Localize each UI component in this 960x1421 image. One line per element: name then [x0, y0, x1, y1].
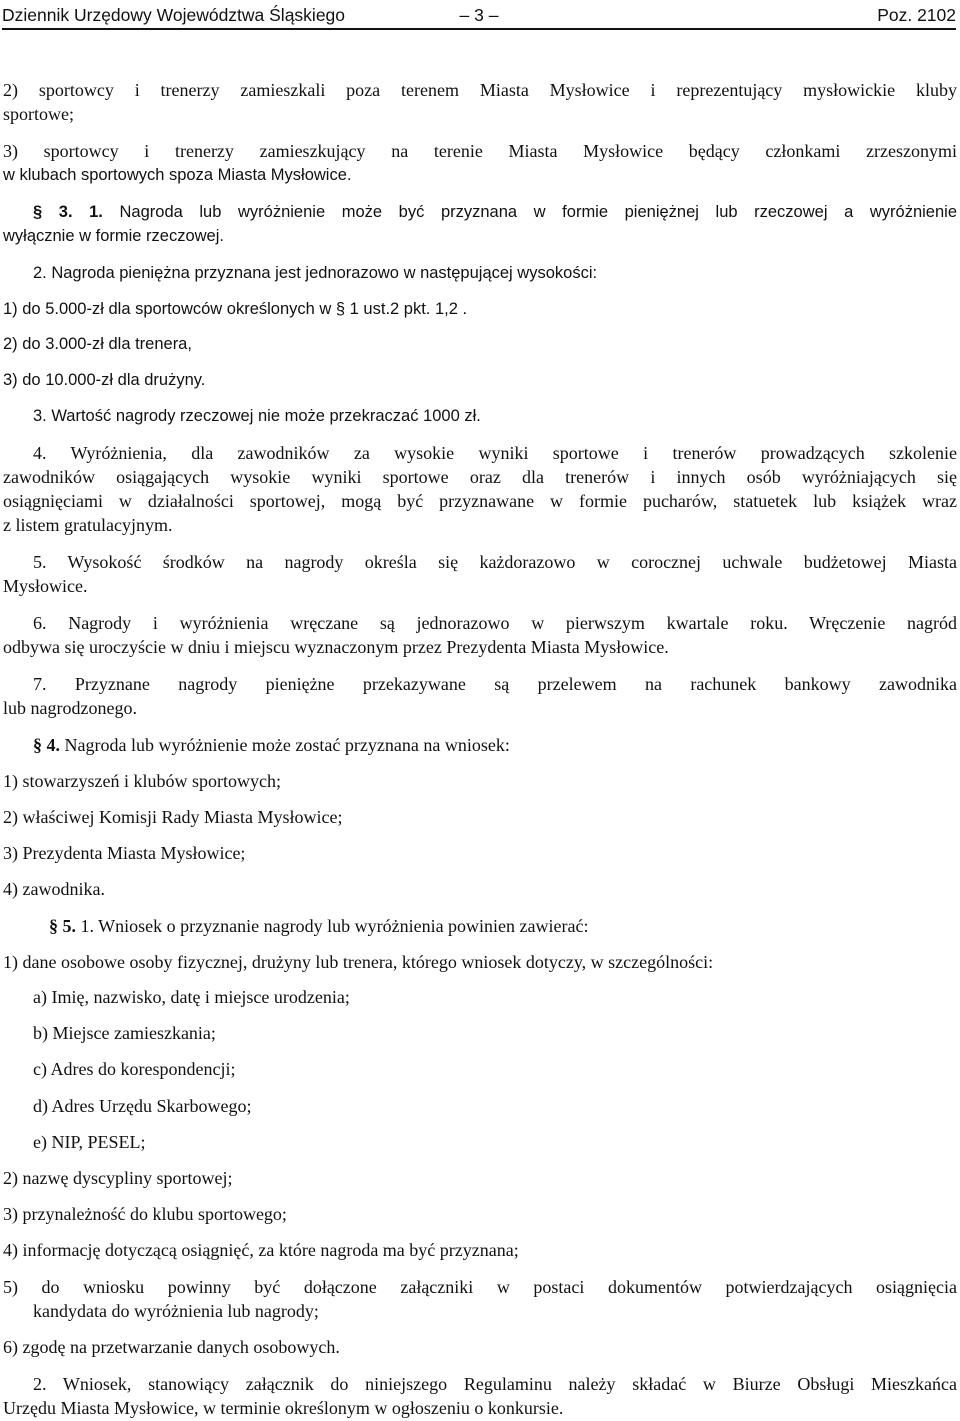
page-number: – 3 – [459, 5, 499, 25]
text-line: w klubach sportowych spoza Miasta Mysłowice. [3, 166, 352, 184]
list-item: 2) nazwę dyscypliny sportowej; [3, 1168, 233, 1188]
section-number: § 3. 1. [33, 203, 103, 221]
text-line: lub nagrodzonego. [3, 698, 137, 718]
list-item: 2) właściwej Komisji Rady Miasta Mysłowice; [3, 807, 343, 827]
text-line: Urzędu Miasta Mysłowice, w terminie określonym w ogłoszeniu o konkursie. [3, 1398, 564, 1418]
list-item: 6) zgodę na przetwarzanie danych osobowych. [3, 1337, 340, 1357]
section-number: § 5. [49, 916, 76, 936]
journal-title: Dziennik Urzędowy Województwa Śląskiego [2, 5, 346, 25]
text-line: osiągnięciami w działalności sportowej, mogą być przyznawane w formie pucharów, statuetek lub książek wraz [3, 491, 957, 511]
position-number: Poz. 2102 [877, 5, 956, 25]
list-item: 1) dane osobowe osoby fizycznej, drużyny lub trenera, którego wniosek dotyczy, w szczególności: [3, 952, 714, 972]
text-line: zawodników osiągających wysokie wyniki sportowe oraz dla trenerów i innych osób wyróżniających się [3, 467, 957, 487]
text-line: wyłącznie w formie rzeczowej. [3, 227, 224, 245]
list-item-continuation: kandydata do wyróżnienia lub nagrody; [33, 1301, 319, 1321]
text-span: Nagroda lub wyróżnienie może zostać przyznana na wniosek: [60, 735, 510, 755]
text-line: sportowe; [3, 104, 74, 124]
text-line: z listem gratulacyjnym. [3, 515, 173, 535]
text-line: 2) sportowcy i trenerzy zamieszkali poza terenem Miasta Mysłowice i reprezentujący mysłowickie kluby [3, 80, 957, 100]
text-span: Nagroda lub wyróżnienie może być przyznana w formie pieniężnej lub rzeczowej a wyróżnienie [102, 203, 957, 221]
list-item: 3) przynależność do klubu sportowego; [3, 1204, 287, 1224]
list-item: c) Adres do korespondencji; [33, 1059, 236, 1079]
text-line: odbywa się uroczyście w dniu i miejscu wyznaczonym przez Prezydenta Miasta Mysłowice. [3, 637, 669, 657]
list-item: 4) informację dotyczącą osiągnięć, za które nagroda ma być przyznana; [3, 1240, 519, 1260]
text-line: 7. Przyznane nagrody pieniężne przekazywane są przelewem na rachunek bankowy zawodnika [33, 674, 957, 694]
list-item: e) NIP, PESEL; [33, 1132, 146, 1152]
list-item: 5) do wniosku powinny być dołączone załączniki w postaci dokumentów potwierdzających osiągnięcia [3, 1277, 957, 1297]
list-item: b) Miejsce zamieszkania; [33, 1023, 216, 1043]
section-number: § 4. [33, 735, 60, 755]
paragraph-5-line [49, 914, 957, 938]
paragraph-3-line [33, 200, 957, 224]
list-item: a) Imię, nazwisko, datę i miejsce urodzenia; [33, 987, 350, 1007]
text-line: 3) do 10.000-zł dla drużyny. [3, 371, 206, 389]
text-line: 5. Wysokość środków na nagrody określa się każdorazowo w corocznej uchwale budżetowej Miasta [33, 552, 957, 572]
text-line: 1) do 5.000-zł dla sportowców określonych w § 1 ust.2 pkt. 1,2 . [3, 300, 468, 318]
paragraph-4-line [33, 733, 957, 757]
text-line: 3. Wartość nagrody rzeczowej nie może przekraczać 1000 zł. [33, 407, 481, 425]
list-item: 3) Prezydenta Miasta Mysłowice; [3, 843, 246, 863]
text-line: 2) do 3.000-zł dla trenera, [3, 335, 192, 353]
text-line: 6. Nagrody i wyróżnienia wręczane są jednorazowo w pierwszym kwartale roku. Wręczenie nagród [33, 613, 957, 633]
text-line: Mysłowice. [3, 576, 88, 596]
list-item: 4) zawodnika. [3, 879, 105, 899]
text-line: 3) sportowcy i trenerzy zamieszkujący na terenie Miasta Mysłowice będący członkami zrzeszonymi [3, 141, 957, 161]
text-line: 4. Wyróżnienia, dla zawodników za wysokie wyniki sportowe i trenerów prowadzących szkolenie [33, 443, 957, 463]
page-header [2, 2, 956, 30]
list-item: d) Adres Urzędu Skarbowego; [33, 1096, 252, 1116]
text-line: 2. Wniosek, stanowiący załącznik do niniejszego Regulaminu należy składać w Biurze Obsługi Mieszkańca [33, 1374, 957, 1394]
list-item: 1) stowarzyszeń i klubów sportowych; [3, 771, 281, 791]
text-span: 1. Wniosek o przyznanie nagrody lub wyróżnienia powinien zawierać: [76, 916, 589, 936]
text-line: 2. Nagroda pieniężna przyznana jest jednorazowo w następującej wysokości: [33, 264, 598, 282]
